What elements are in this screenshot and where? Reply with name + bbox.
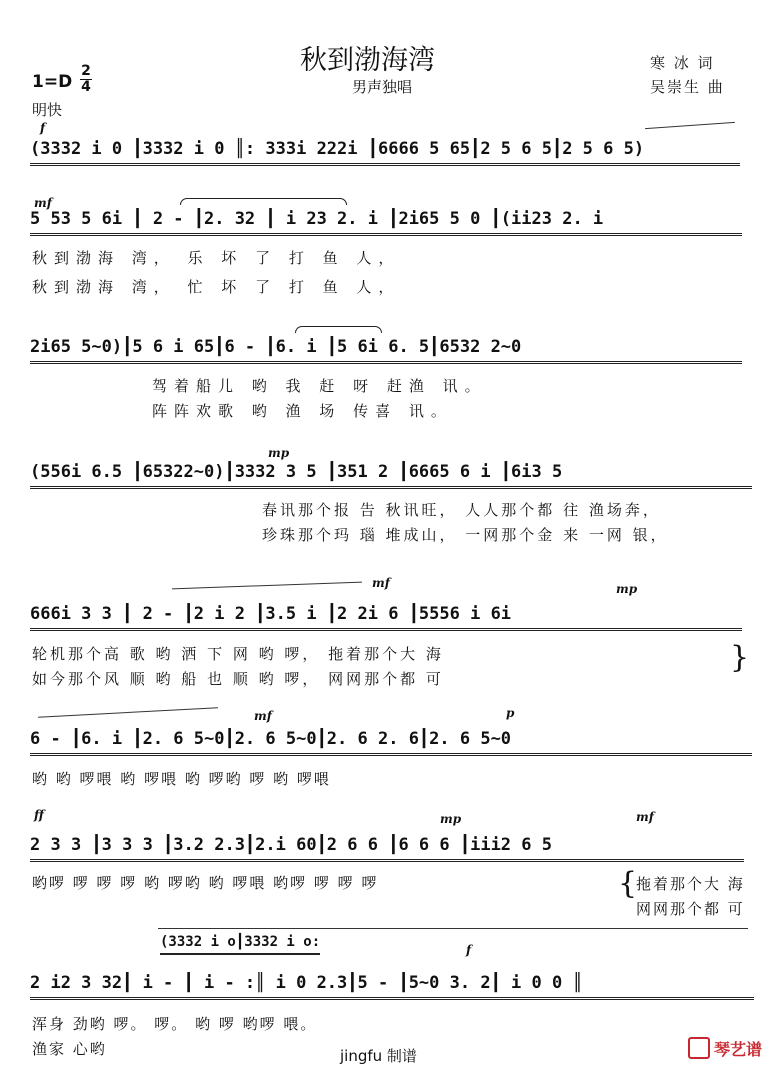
dynamic-mark: mp — [616, 582, 638, 596]
lyric-verse-2: 秋到渤海 湾， 忙 坏 了 打 鱼 人， — [32, 278, 401, 296]
lyric-verse-2: 如今那个风 顺 哟 船 也 顺 哟 啰， 网网那个都 可 — [32, 670, 444, 688]
dynamic-mark: ff — [34, 808, 44, 822]
time-bottom: 4 — [81, 79, 91, 95]
slur-arc — [295, 326, 382, 333]
dynamic-mark: mp — [268, 446, 290, 460]
notation-row-2: 5 53 5 6i ┃ 2 - ┃2. 32 ┃ i 23 2. i ┃2i65 5 0 ┃(ii23 2. i — [30, 206, 742, 236]
dynamic-mark: mf — [372, 576, 390, 590]
lyric-verse-1: 轮机那个高 歌 哟 洒 下 网 哟 啰， 拖着那个大 海 — [32, 645, 444, 663]
lyric-verse-2: 珍珠那个玛 瑙 堆成山， 一网那个金 来 一网 银， — [262, 526, 669, 544]
side-lyric-a: 拖着那个大 海 — [636, 875, 745, 893]
dynamic-mark: mf — [636, 810, 654, 824]
volta-bracket — [158, 928, 748, 929]
lyric-verse-1: 哟 哟 啰喂 哟 啰喂 哟 啰哟 啰 哟 啰喂 — [32, 770, 331, 788]
crescendo-hairpin — [38, 707, 218, 717]
lyric-verse-1: 哟啰 啰 啰 啰 哟 啰哟 哟 啰喂 哟啰 啰 啰 啰 — [32, 874, 379, 892]
composer-credit: 吴崇生 曲 — [650, 78, 725, 96]
song-title: 秋到渤海湾 — [300, 45, 435, 76]
lyric-verse-1: 浑身 劲哟 啰。 啰。 哟 啰 哟啰 喂。 — [32, 1015, 318, 1033]
dynamic-mark: mp — [440, 812, 462, 826]
notation-row-8: 2 i2 3 32┃ i - ┃ i - :║ i 0 2.3┃5 - ┃5~0 3. 2┃ i 0 0 ║ — [30, 970, 754, 1000]
arranger-credit: jingfu 制谱 — [340, 1047, 417, 1065]
notation-row-6: 6 - ┃6. i ┃2. 6 5~0┃2. 6 5~0┃2. 6 2. 6┃2. 6 5~0 — [30, 726, 752, 756]
notation-row-7: 2 3 3 ┃3 3 3 ┃3.2 2.3┃2.i 60┃2 6 6 ┃6 6 6 ┃iii2 6 5 — [30, 832, 744, 862]
verse-brace: { — [618, 866, 638, 901]
notation-row-4: (556i 6.5 ┃65322~0)┃3332 3 5 ┃351 2 ┃6665 6 i ┃6i3 5 — [30, 459, 752, 489]
slur-arc — [180, 198, 347, 205]
dynamic-mark: mf — [34, 196, 52, 210]
crescendo-hairpin — [172, 582, 362, 590]
logo-icon — [688, 1037, 710, 1059]
notation-row-1: (3332 i 0 ┃3332 i 0 ║: 333i 222i ┃6666 5 65┃2 5 6 5┃2 5 6 5) — [30, 136, 740, 166]
crescendo-hairpin — [645, 122, 735, 129]
lyricist-credit: 寒 冰 词 — [650, 54, 715, 72]
notation-row-3: 2i65 5~0)┃5 6 i 65┃6 - ┃6. i ┃5 6i 6. 5┃6532 2~0 — [30, 334, 742, 364]
lyric-verse-1: 秋到渤海 湾， 乐 坏 了 打 鱼 人， — [32, 249, 401, 267]
dynamic-mark: mf — [254, 709, 272, 723]
intro-repeat-notation: (3332 i o┃3332 i o: — [160, 932, 320, 955]
time-top: 2 — [81, 63, 91, 79]
logo-text: 琴艺谱 — [713, 1039, 762, 1059]
key-signature: 1=D — [32, 72, 73, 92]
verse-brace: } — [730, 640, 750, 675]
dynamic-mark: f — [466, 943, 472, 957]
lyric-verse-2: 渔家 心哟 — [32, 1040, 107, 1058]
dynamic-mark: p — [506, 706, 515, 720]
song-subtitle: 男声独唱 — [352, 78, 413, 96]
site-logo — [678, 1035, 772, 1061]
tempo-marking: 明快 — [32, 101, 63, 119]
time-signature — [80, 64, 92, 95]
lyric-verse-1: 驾着船儿 哟 我 赶 呀 赶渔 讯。 — [152, 377, 487, 395]
lyric-verse-1: 春讯那个报 告 秋讯旺， 人人那个都 往 渔场奔， — [262, 501, 661, 519]
side-lyric-b: 网网那个都 可 — [636, 900, 745, 918]
notation-row-5: 666i 3 3 ┃ 2 - ┃2 i 2 ┃3.5 i ┃2 2i 6 ┃5556 i 6i — [30, 601, 742, 631]
dynamic-mark: f — [40, 121, 46, 135]
lyric-verse-2: 阵阵欢歌 哟 渔 场 传喜 讯。 — [152, 402, 453, 420]
